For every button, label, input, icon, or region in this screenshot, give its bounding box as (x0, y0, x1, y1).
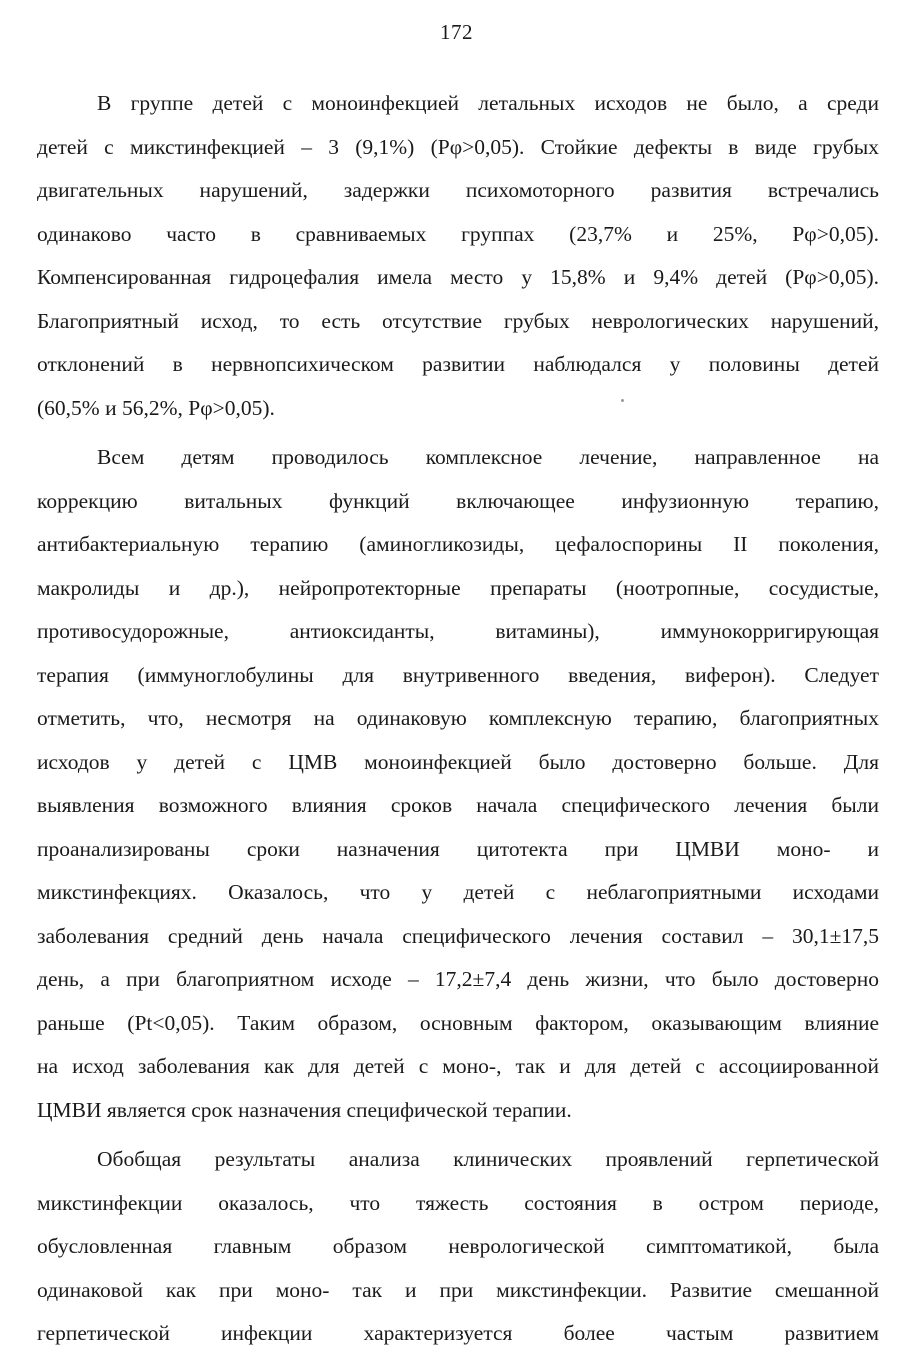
text-line: заболевания средний день начала специфического лечения составил – 30,1±17,5 (37, 923, 879, 948)
text-line: макролиды и др.), нейропротекторные препараты (ноотропные, сосудистые, (37, 575, 879, 600)
text-line: раньше (Pt<0,05). Таким образом, основным фактором, оказывающим влияние (37, 1010, 879, 1035)
text-line: Обобщая результаты анализа клинических проявлений герпетической (97, 1147, 879, 1171)
text-line: терапия (иммуноглобулины для внутривенного введения, виферон). Следует (37, 662, 879, 687)
scan-speck (621, 399, 624, 402)
body-text (37, 82, 879, 1356)
text-line: противосудорожные, антиоксиданты, витамины), иммунокорригирующая (37, 619, 879, 643)
text-line: ЦМВИ является срок назначения специфической терапии. (37, 1097, 572, 1122)
text-line: выявления возможного влияния сроков начала специфического лечения были (37, 793, 879, 817)
page-number: 172 (440, 20, 473, 44)
text-line: одинаковой как при моно- так и при микстинфекции. Развитие смешанной (37, 1277, 879, 1302)
text-line: Всем детям проводилось комплексное лечение, направленное на (97, 445, 879, 469)
text-line: антибактериальную терапию (аминогликозиды, цефалоспорины II поколения, (37, 532, 879, 556)
text-line: коррекцию витальных функций включающее инфузионную терапию, (37, 488, 879, 513)
paragraph-2 (37, 436, 879, 1132)
text-line: на исход заболевания как для детей с моно-, так и для детей с ассоциированной (37, 1054, 879, 1078)
text-line: отметить, что, несмотря на одинаковую комплексную терапию, благоприятных (37, 706, 879, 730)
text-line: отклонений в нервнопсихическом развитии наблюдался у половины детей (37, 352, 879, 376)
text-line: детей с микстинфекцией – 3 (9,1%) (Рφ>0,05). Стойкие дефекты в виде грубых (37, 134, 879, 159)
text-line: двигательных нарушений, задержки психомоторного развития встречались (37, 178, 879, 202)
paragraph-1 (37, 82, 879, 430)
paragraph-3 (37, 1138, 879, 1356)
text-line: обусловленная главным образом неврологической симптоматикой, была (37, 1234, 879, 1258)
text-line: микстинфекции оказалось, что тяжесть состояния в остром периоде, (37, 1190, 879, 1215)
text-line: микстинфекциях. Оказалось, что у детей с неблагоприятными исходами (37, 880, 879, 904)
text-line: В группе детей с моноинфекцией летальных исходов не было, а среди (97, 91, 879, 115)
text-line: (60,5% и 56,2%, Рφ>0,05). (37, 395, 275, 420)
text-line: Благоприятный исход, то есть отсутствие грубых неврологических нарушений, (37, 308, 879, 333)
text-line: Компенсированная гидроцефалия имела место у 15,8% и 9,4% детей (Рφ>0,05). (37, 265, 879, 289)
text-line: день, а при благоприятном исходе – 17,2±7,4 день жизни, что было достоверно (37, 967, 879, 991)
text-line: одинаково часто в сравниваемых группах (23,7% и 25%, Рφ>0,05). (37, 221, 879, 246)
text-line: проанализированы сроки назначения цитотекта при ЦМВИ моно- и (37, 836, 879, 861)
text-line: герпетической инфекции характеризуется более частым развитием (37, 1321, 879, 1345)
text-line: исходов у детей с ЦМВ моноинфекцией было достоверно больше. Для (37, 749, 879, 774)
